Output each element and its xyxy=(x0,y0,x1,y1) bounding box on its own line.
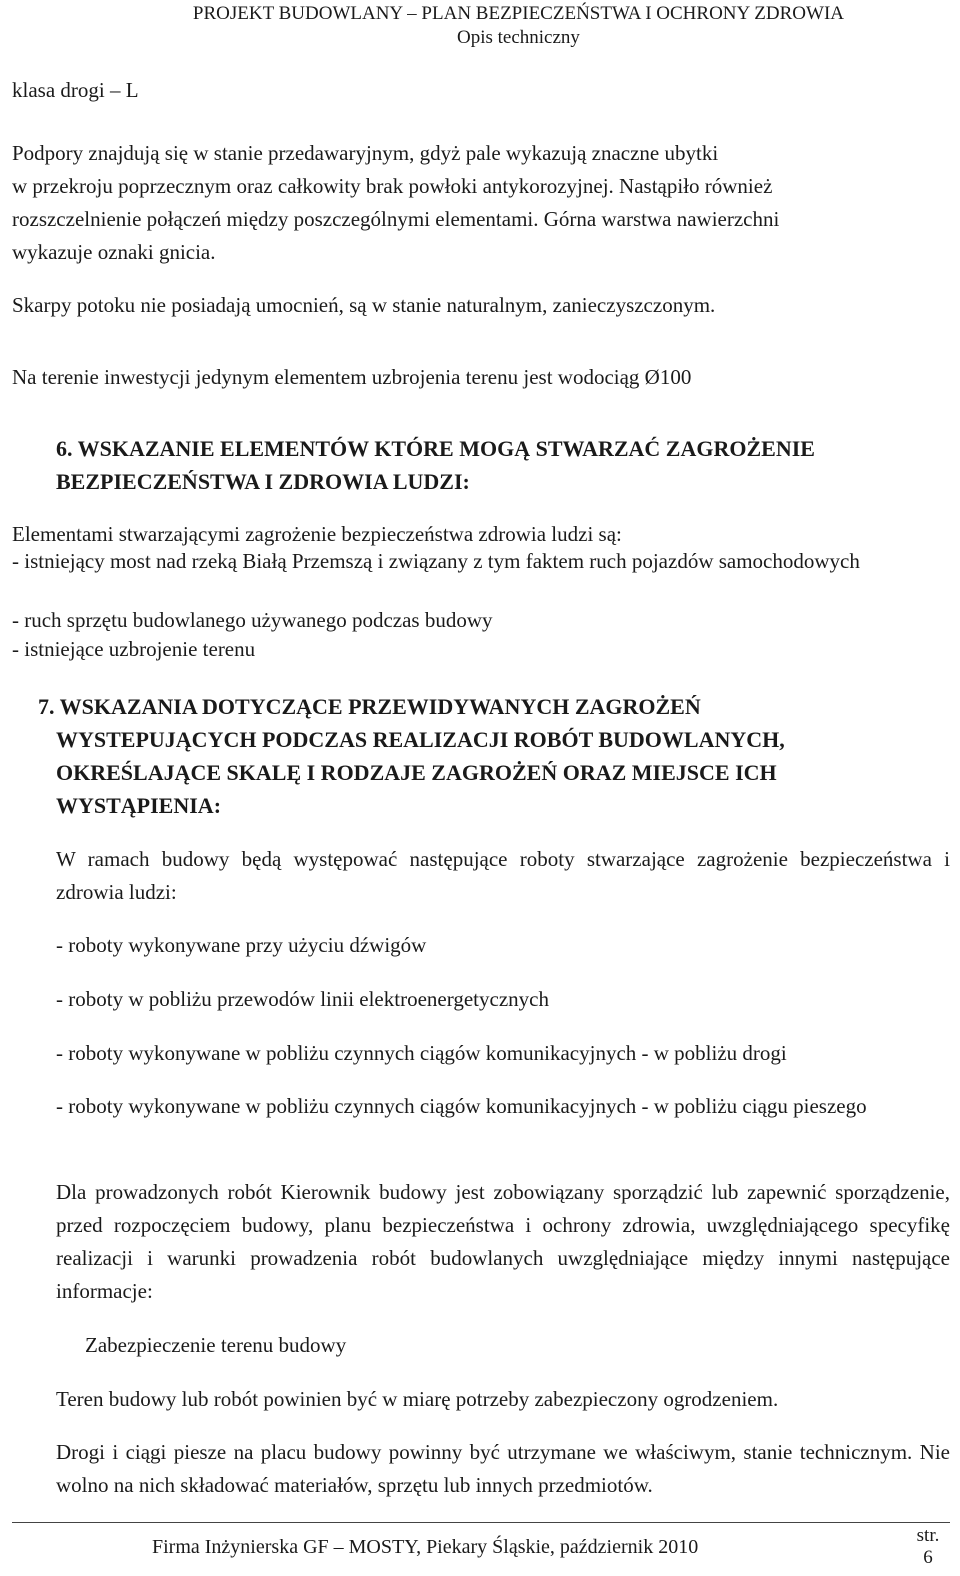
footer-page-number xyxy=(900,1525,956,1569)
section-7-item-road: - roboty wykonywane w pobliżu czynnych ciągów komunikacyjnych - w pobliżu drogi xyxy=(56,1041,787,1065)
section-6-heading-line-2: BEZPIECZEŃSTWA I ZDROWIA LUDZI: xyxy=(56,469,470,494)
page-header xyxy=(193,2,844,50)
section-6-item-bridge: - istniejący most nad rzeką Białą Przemszą i związany z tym faktem ruch pojazdów samochodowych xyxy=(12,549,860,573)
site-roads-paragraph: Drogi i ciągi piesze na placu budowy powinny być utrzymane we właściwym, stanie technicznym. Nie wolno na nich składować materiałów, sprzętu lub innych przedmiotów. xyxy=(56,1440,950,1497)
section-6-heading-line-1: 6. WSKAZANIE ELEMENTÓW KTÓRE MOGĄ STWARZAĆ ZAGROŻENIE xyxy=(56,436,815,461)
section-7-heading-line-2: WYSTEPUJĄCYCH PODCZAS REALIZACJI ROBÓT BUDOWLANYCH, xyxy=(56,727,785,752)
section-7-item-pedestrian: - roboty wykonywane w pobliżu czynnych ciągów komunikacyjnych - w pobliżu ciągu pieszego xyxy=(56,1094,867,1118)
footer-divider xyxy=(12,1522,950,1523)
footer-company: Firma Inżynierska GF – MOSTY, Piekary Śląskie, październik 2010 xyxy=(152,1536,699,1558)
supports-line-4: wykazuje oznaki gnicia. xyxy=(12,240,216,264)
header-title: PROJEKT BUDOWLANY – PLAN BEZPIECZEŃSTWA I OCHRONY ZDROWIA xyxy=(192,3,844,24)
footer-page-value: 6 xyxy=(923,1547,933,1568)
section-6-item-equipment: - ruch sprzętu budowlanego używanego podczas budowy xyxy=(12,608,493,632)
supports-line-3: rozszczelnienie połączeń między poszczególnymi elementami. Górna warstwa nawierzchni xyxy=(12,207,780,231)
section-7-heading-line-1: 7. WSKAZANIA DOTYCZĄCE PRZEWIDYWANYCH ZAGROŻEŃ xyxy=(38,694,701,719)
section-7-item-cranes: - roboty wykonywane przy użyciu dźwigów xyxy=(56,933,427,957)
utilities-paragraph: Na terenie inwestycji jedynym elementem uzbrojenia terenu jest wodociąg Ø100 xyxy=(12,365,692,389)
site-protection-subheading: Zabezpieczenie terenu budowy xyxy=(85,1333,347,1357)
supports-line-1: Podpory znajdują się w stanie przedawaryjnym, gdyż pale wykazują znaczne ubytki xyxy=(12,141,719,165)
supports-line-2: w przekroju poprzecznym oraz całkowity brak powłoki antykorozyjnej. Nastąpiło również xyxy=(12,174,773,198)
slopes-paragraph: Skarpy potoku nie posiadają umocnień, są w stanie naturalnym, zanieczyszczonym. xyxy=(12,293,716,317)
footer-page-label: str. xyxy=(916,1525,940,1546)
header-subtitle: Opis techniczny xyxy=(456,27,580,48)
section-6-heading xyxy=(56,432,936,498)
site-manager-paragraph: Dla prowadzonych robót Kierownik budowy jest zobowiązany sporządzić lub zapewnić sporządzenie, przed rozpoczęciem budowy, planu bezpieczeństwa i ochrony zdrowia, uwzględniającego specyfikę realizacji i warunki prowadzenia robót budowlanych uwzględniające między innymi następujące informacje: xyxy=(56,1180,950,1303)
section-6-item-utilities: - istniejące uzbrojenie terenu xyxy=(12,637,256,661)
section-7-heading-line-4: WYSTĄPIENIA: xyxy=(56,793,222,818)
section-7-item-power-lines: - roboty w pobliżu przewodów linii elektroenergetycznych xyxy=(56,987,549,1011)
section-6-lead: Elementami stwarzającymi zagrożenie bezpieczeństwa zdrowia ludzi są: xyxy=(12,522,622,546)
road-class: klasa drogi – L xyxy=(12,78,139,102)
section-7-heading xyxy=(38,690,938,822)
section-7-heading-line-3: OKREŚLAJĄCE SKALĘ I RODZAJE ZAGROŻEŃ ORAZ MIEJSCE ICH xyxy=(56,760,777,785)
site-fence-paragraph: Teren budowy lub robót powinien być w miarę potrzeby zabezpieczony ogrodzeniem. xyxy=(56,1387,779,1411)
section-7-lead: W ramach budowy będą występować następujące roboty stwarzające zagrożenie bezpieczeństwa i zdrowia ludzi: xyxy=(56,847,950,904)
